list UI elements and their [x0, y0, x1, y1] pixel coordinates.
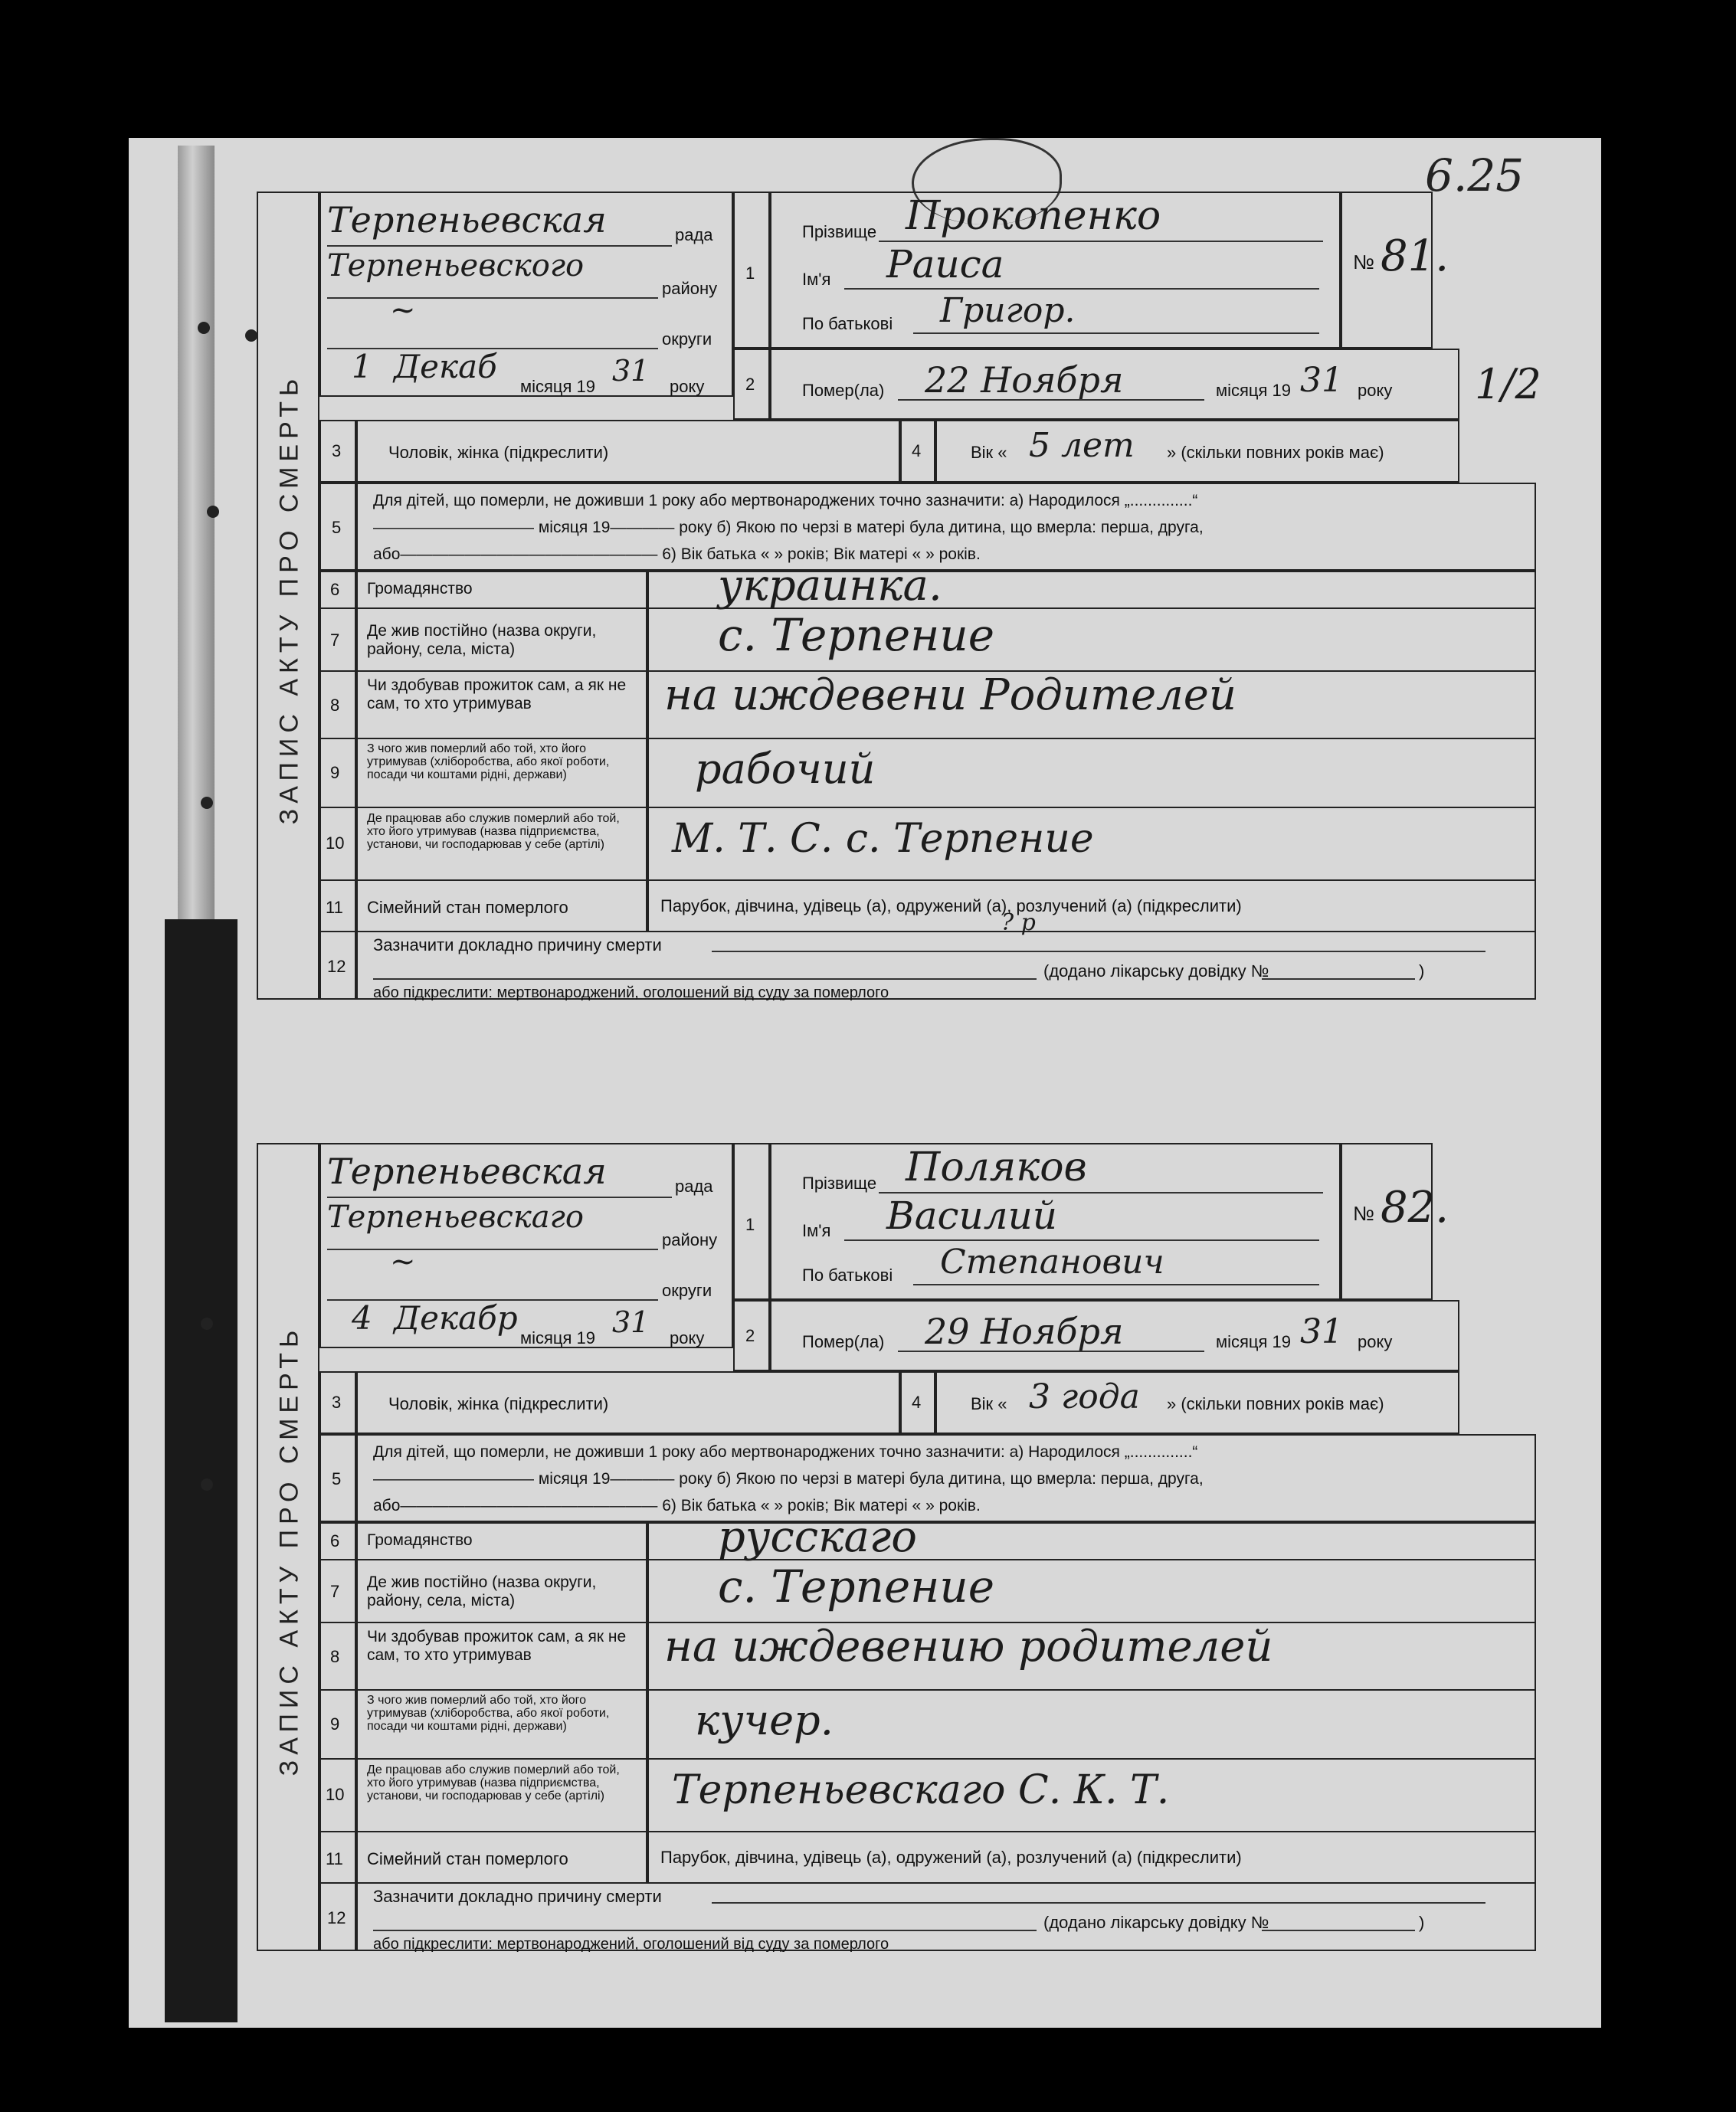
registration-month-handwriting: Декабр [394, 1299, 518, 1337]
death-year-label: року [1358, 1332, 1393, 1351]
death-month-label: місяця 19 [1216, 1332, 1292, 1351]
name-cell [770, 1143, 1341, 1300]
infant-details-line-2: —————————— місяця 19———— року б) Якою по черзі в матері була дитина, що вмерла: перша, друга, [373, 1470, 1204, 1488]
row-number: 9 [330, 1714, 340, 1734]
row-number: 11 [326, 1849, 343, 1868]
infant-details-line-2: —————————— місяця 19———— року б) Якою по черзі в матері була дитина, що вмерла: перша, друга, [373, 519, 1204, 536]
death-record-form [257, 192, 1536, 1000]
infant-details-cell [356, 483, 1536, 571]
stillborn-note: або підкреслити: мертвонароджений, оголошений від суду за померлого [373, 984, 889, 1001]
row-number: 6 [330, 580, 340, 599]
residence-label: Де жив постійно (назва округи, району, села, міста) [367, 622, 597, 658]
marital-status-options: Парубок, дівчина, удівець (а), одружений (а), розлучений (а) (підкреслити) [660, 1848, 1242, 1867]
citizenship-handwriting: украинка. [718, 561, 942, 611]
row-number: 1 [745, 1215, 755, 1234]
archive-page-number: 6.25 [1425, 149, 1525, 201]
row-number-cell [733, 1143, 770, 1300]
row-number-cell [733, 192, 770, 349]
age-label-start: Вік « [971, 1394, 1007, 1413]
okrug-handwriting: ~ [390, 293, 416, 328]
row-number-cell [319, 1434, 356, 1522]
death-date-cell [770, 349, 1459, 420]
pencil-annotation: ? р [1001, 909, 1036, 936]
binding-hole [201, 1318, 213, 1330]
row-number-cell [900, 1371, 935, 1434]
registration-month-label: місяця 19 [520, 1328, 596, 1347]
infant-details-line-3: або———————————————— 6) Вік батька « » років; Вік матері « » років. [373, 545, 981, 563]
rule [327, 1197, 672, 1198]
row-number-cell [319, 420, 356, 483]
row-number: 2 [745, 1326, 755, 1345]
row-number: 1 [745, 264, 755, 283]
given-name-label: Ім'я [802, 1221, 831, 1240]
infant-details-line-1: Для дітей, що померли, не доживши 1 року або мертвонароджених точно зазначити: а) Народилося „..............“ [373, 1443, 1198, 1461]
rule [327, 1249, 658, 1250]
patronymic-label: По батькові [802, 1266, 893, 1285]
registration-year-label: року [670, 377, 705, 396]
rule [712, 951, 1485, 952]
rule [1262, 1930, 1415, 1931]
rule [898, 399, 1204, 401]
rule [898, 1351, 1204, 1352]
row-number: 9 [330, 763, 340, 782]
marital-status-label: Сімейний стан померлого [367, 1849, 568, 1868]
given-name-handwriting: Раиса [886, 242, 1004, 287]
binding-hole [198, 322, 210, 334]
record-number-handwriting: 81. [1381, 231, 1449, 281]
row-number: 11 [326, 898, 343, 917]
record-number-cell [1341, 1143, 1449, 1300]
row-number: 5 [332, 518, 342, 537]
row-number: 10 [326, 833, 345, 853]
rule [373, 978, 1037, 980]
age-label-end: » (скільки повних років має) [1167, 1394, 1384, 1413]
rule [712, 1902, 1485, 1904]
surname-label: Прізвище [802, 1174, 877, 1193]
death-year-handwriting: 31 [1300, 1312, 1343, 1351]
registry-header-cell [319, 192, 733, 397]
row-number-cell [900, 420, 935, 483]
row-number: 8 [330, 1647, 340, 1666]
medical-certificate-label: (додано лікарську довідку № [1043, 1913, 1269, 1932]
sex-cell [356, 1371, 900, 1434]
form-grid [319, 192, 1536, 1000]
registration-day-handwriting: 4 [352, 1299, 372, 1337]
age-handwriting: 5 лет [1029, 426, 1135, 465]
margin-note: 1/2 [1475, 360, 1541, 408]
rule [844, 1239, 1319, 1241]
row-number: 6 [330, 1531, 340, 1550]
surname-handwriting: Поляков [906, 1144, 1087, 1190]
row-number-cell [733, 1300, 770, 1371]
died-label: Помер(ла) [802, 1332, 885, 1351]
raion-handwriting: Терпеньевскаго [327, 1200, 584, 1235]
row-number: 8 [330, 696, 340, 715]
registration-month-handwriting: Декаб [394, 348, 497, 385]
rule [373, 1930, 1037, 1931]
registry-header-cell [319, 1143, 733, 1348]
surname-handwriting: Прокопенко [906, 193, 1161, 239]
age-cell [935, 420, 1459, 483]
death-date-cell [770, 1300, 1459, 1371]
age-label-end: » (скільки повних років має) [1167, 443, 1384, 462]
side-title-box [257, 1143, 319, 1951]
rule [1262, 978, 1415, 980]
residence-handwriting: с. Терпение [718, 609, 995, 661]
form-grid [319, 1143, 1536, 1951]
given-name-label: Ім'я [802, 270, 831, 289]
age-cell [935, 1371, 1459, 1434]
occupation-handwriting: рабочий [695, 745, 876, 793]
rule [327, 297, 658, 299]
rule [844, 288, 1319, 290]
sex-label: Чоловік, жінка (підкреслити) [388, 443, 609, 462]
death-day-month-handwriting: 22 Ноября [925, 359, 1124, 401]
row-number: 5 [332, 1469, 342, 1488]
medical-certificate-label: (додано лікарську довідку № [1043, 961, 1269, 981]
age-handwriting: 3 года [1029, 1377, 1140, 1416]
row-number: 3 [332, 1393, 342, 1412]
patronymic-handwriting: Григор. [940, 291, 1076, 330]
infant-details-line-3: або———————————————— 6) Вік батька « » років; Вік матері « » років. [373, 1497, 981, 1514]
marital-status-label: Сімейний стан померлого [367, 898, 568, 917]
side-title: ЗАПИС АКТУ ПРО СМЕРТЬ [274, 1325, 304, 1776]
surname-label: Прізвище [802, 222, 877, 241]
death-day-month-handwriting: 29 Ноября [925, 1311, 1124, 1352]
died-label: Помер(ла) [802, 381, 885, 400]
name-cell [770, 192, 1341, 349]
death-year-label: року [1358, 381, 1393, 400]
support-handwriting: на иждевени Родителей [664, 670, 1236, 720]
medical-certificate-close: ) [1419, 1913, 1425, 1932]
record-number-handwriting: 82. [1381, 1183, 1449, 1233]
cause-of-death-label: Зазначити докладно причину смерти [373, 1887, 662, 1906]
support-label: Чи здобував прожиток сам, а як не сам, то хто утримував [367, 1628, 627, 1664]
rada-handwriting: Терпеньевская [327, 1151, 607, 1192]
raion-label: району [662, 1230, 718, 1249]
sex-label: Чоловік, жінка (підкреслити) [388, 1394, 609, 1413]
row-number: 12 [327, 1908, 346, 1927]
registration-year-handwriting: 31 [612, 1305, 650, 1339]
workplace-label: Де працював або служив померлий або той, хто його утримував (назва підприємства, установи, чи господарював у себе (артілі) [367, 812, 620, 851]
occupation-handwriting: кучер. [695, 1696, 834, 1744]
cause-of-death-cell [356, 909, 1536, 1001]
row-number-cell [319, 1884, 356, 1951]
death-year-handwriting: 31 [1300, 361, 1343, 400]
row-number: 4 [912, 441, 922, 460]
binding-hole [245, 329, 257, 342]
medical-certificate-close: ) [1419, 961, 1425, 981]
residence-handwriting: с. Терпение [718, 1560, 995, 1613]
stillborn-note: або підкреслити: мертвонароджений, оголошений від суду за померлого [373, 1936, 889, 1953]
support-handwriting: на иждевению родителей [664, 1622, 1273, 1672]
side-title-box [257, 192, 319, 1000]
support-label: Чи здобував прожиток сам, а як не сам, то хто утримував [367, 676, 627, 712]
rada-label: рада [675, 225, 713, 244]
workplace-label: Де працював або служив померлий або той, хто його утримував (назва підприємства, установи, чи господарював у себе (артілі) [367, 1763, 620, 1803]
occupation-label: З чого жив померлий або той, хто його утримував (хліборобства, або якої роботи, посади чи коштами рідні, держави) [367, 742, 610, 781]
torn-margin [165, 919, 237, 2022]
registration-year-label: року [670, 1328, 705, 1347]
record-number-label: № [1353, 1202, 1374, 1225]
row-number: 7 [330, 630, 340, 650]
marital-status-options: Парубок, дівчина, удівець (а), одружений (а), розлучений (а) (підкреслити) [660, 896, 1242, 915]
row-number: 7 [330, 1582, 340, 1601]
patronymic-label: По батькові [802, 314, 893, 333]
cause-of-death-label: Зазначити докладно причину смерти [373, 935, 662, 954]
workplace-handwriting: Терпеньевскаго С. К. Т. [672, 1767, 1170, 1813]
rule [913, 1284, 1319, 1285]
binding-hole [201, 1478, 213, 1491]
raion-handwriting: Терпеньевского [327, 248, 585, 283]
record-number-label: № [1353, 250, 1374, 273]
row-number-cell [319, 932, 356, 1000]
occupation-label: З чого жив померлий або той, хто його утримував (хліборобства, або якої роботи, посади чи коштами рідні, держави) [367, 1694, 610, 1733]
row-number-cell [733, 349, 770, 420]
row-number-cell [319, 483, 356, 571]
registration-month-label: місяця 19 [520, 377, 596, 396]
row-number-cell [319, 1371, 356, 1434]
okrug-label: округи [662, 329, 712, 349]
residence-label: Де жив постійно (назва округи, району, села, міста) [367, 1573, 597, 1609]
registration-day-handwriting: 1 [352, 348, 372, 385]
row-number: 3 [332, 441, 342, 460]
registration-year-handwriting: 31 [612, 354, 650, 388]
infant-details-cell [356, 1434, 1536, 1522]
row-number: 10 [326, 1785, 345, 1804]
age-label-start: Вік « [971, 443, 1007, 462]
row-number: 4 [912, 1393, 922, 1412]
row-number: 12 [327, 957, 346, 976]
okrug-label: округи [662, 1281, 712, 1300]
patronymic-handwriting: Степанович [940, 1243, 1164, 1282]
row-number: 2 [745, 375, 755, 394]
infant-details-line-1: Для дітей, що померли, не доживши 1 року або мертвонароджених точно зазначити: а) Народилося „..............“ [373, 492, 1198, 509]
given-name-handwriting: Василий [886, 1194, 1057, 1238]
side-title: ЗАПИС АКТУ ПРО СМЕРТЬ [274, 373, 304, 825]
record-number-cell [1341, 192, 1449, 349]
death-record-form [257, 1143, 1536, 1951]
citizenship-handwriting: русскаго [718, 1512, 917, 1562]
rada-handwriting: Терпеньевская [327, 199, 607, 241]
workplace-handwriting: М. Т. С. с. Терпение [672, 816, 1094, 862]
sex-cell [356, 420, 900, 483]
raion-label: району [662, 279, 718, 298]
citizenship-label: Громадянство [367, 580, 473, 598]
binding-hole [207, 506, 219, 518]
binding-hole [201, 797, 213, 809]
rule [327, 245, 672, 247]
cause-of-death-cell [356, 1884, 1536, 1951]
rada-label: рада [675, 1177, 713, 1196]
citizenship-label: Громадянство [367, 1531, 473, 1549]
death-month-label: місяця 19 [1216, 381, 1292, 400]
rule [913, 332, 1319, 334]
okrug-handwriting: ~ [390, 1244, 416, 1279]
